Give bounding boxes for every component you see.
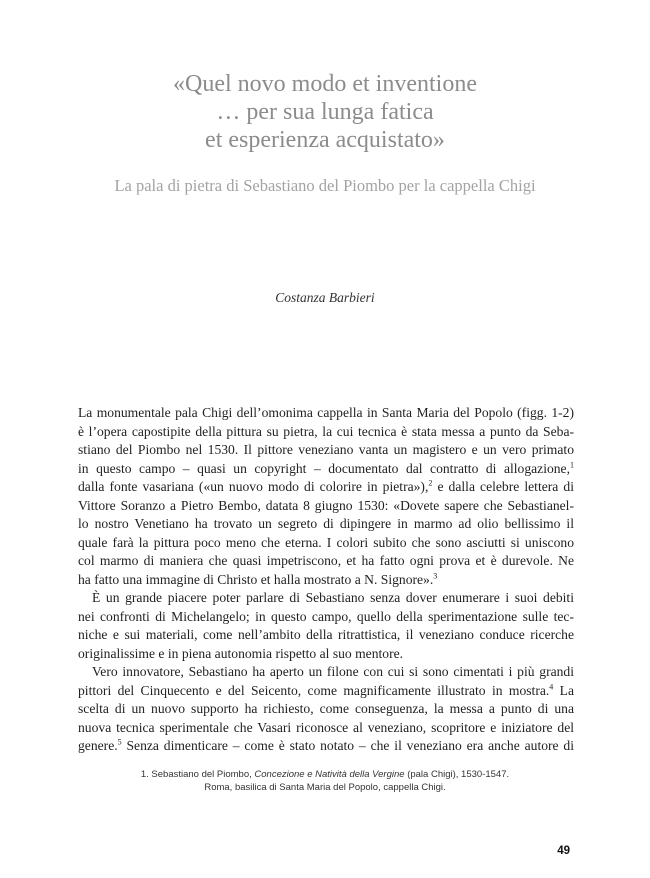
body-line: è l’opera capostipite della pittura su pietra, la cui tecnica è stata messa a punto da Seba- bbox=[78, 423, 574, 439]
article-body bbox=[78, 404, 574, 756]
body-line: stiano del Piombo nel 1530. Il pittore veneziano vanta un magistero e un vero primato bbox=[78, 442, 574, 457]
title-line-3: et esperienza acquistato» bbox=[205, 127, 445, 153]
body-line: genere.$^5$ Senza dimenticare – come è stato notato – che il veneziano era anche autore di bbox=[78, 737, 574, 753]
body-line: pittori del Cinquecento e del Seicento, come magnificamente illustrato in mostra.$^4$ La bbox=[78, 681, 574, 698]
author-name: Costanza Barbieri bbox=[275, 290, 375, 305]
body-line: nuova tecnica sperimentale che Vasari riconosce al veneziano, scopritore e iniziatore del bbox=[78, 719, 574, 735]
body-line: originalissime e in piena autonomia rispetto al suo mentore. bbox=[78, 645, 404, 661]
figure-caption bbox=[0, 768, 650, 794]
body-line: Vittore Soranzo a Pietro Bembo, datata 8 giugno 1530: «Dovete sapere che Sebastianel- bbox=[78, 497, 574, 513]
body-line: col marmo di maniera che quasi impetriscono, et ha fatto ogni prova et è durevole. Ne bbox=[78, 553, 574, 568]
body-line: in questo campo – quasi un copyright – documentato dal contratto di allogazione,$^1$ bbox=[78, 459, 574, 476]
body-line: dalla fonte vasariana («un nuovo modo di colorire in pietra»),$^2$ e dalla celebre lettera di bbox=[78, 478, 574, 494]
caption-line-2: Roma, basilica di Santa Maria del Popolo, cappella Chigi. bbox=[204, 782, 446, 793]
footnote-ref[interactable]: 4 bbox=[549, 681, 554, 691]
body-line: lo nostro Venetiano ha trovato un segreto di dipingere in marmo ad olio bellissimo il bbox=[78, 516, 574, 531]
caption-line-1: 1. Sebastiano del Piombo, Concezione e Natività della Vergine (pala Chigi), 1530-1547. bbox=[140, 769, 510, 780]
footnote-ref[interactable]: 5 bbox=[117, 737, 122, 747]
body-line: Vero innovatore, Sebastiano ha aperto un filone con cui si sono cimentati i più grandi bbox=[92, 664, 574, 679]
footnote-ref[interactable]: 2 bbox=[428, 478, 433, 488]
body-line: ha fatto una immagine di Christo et halla mostrato a N. Signore».$^3$ bbox=[78, 570, 438, 587]
body-line: scelta di un nuovo supporto ha richiesto, come conseguenza, la messa a punto di una bbox=[78, 701, 574, 716]
article-title bbox=[0, 70, 650, 154]
article-subtitle: La pala di pietra di Sebastiano del Piombo per la cappella Chigi bbox=[114, 176, 536, 195]
footnote-ref[interactable]: 3 bbox=[433, 570, 438, 580]
body-line: nei confronti di Michelangelo; in questo campo, quello della sperimentazione sulle tec- bbox=[78, 608, 574, 624]
page-number: 49 bbox=[557, 845, 570, 857]
body-line: La monumentale pala Chigi dell’omonima cappella in Santa Maria del Popolo (figg. 1-2) bbox=[78, 405, 574, 420]
artwork-title: Concezione e Natività della Vergine bbox=[254, 769, 405, 780]
body-line: È un grande piacere poter parlare di Sebastiano senza dover enumerare i suoi debiti bbox=[92, 590, 574, 605]
title-line-1: «Quel novo modo et inventione bbox=[173, 71, 477, 97]
body-line: niche e sui materiali, come nell’ambito della ritrattistica, il veneziano conduce ricerche bbox=[78, 627, 574, 642]
title-line-2: … per sua lunga fatica bbox=[216, 99, 434, 125]
body-line: quale farà la pittura poco meno che eterna. I colori subito che sono asciutti si uniscono bbox=[78, 534, 574, 550]
footnote-ref[interactable]: 1 bbox=[570, 459, 574, 469]
